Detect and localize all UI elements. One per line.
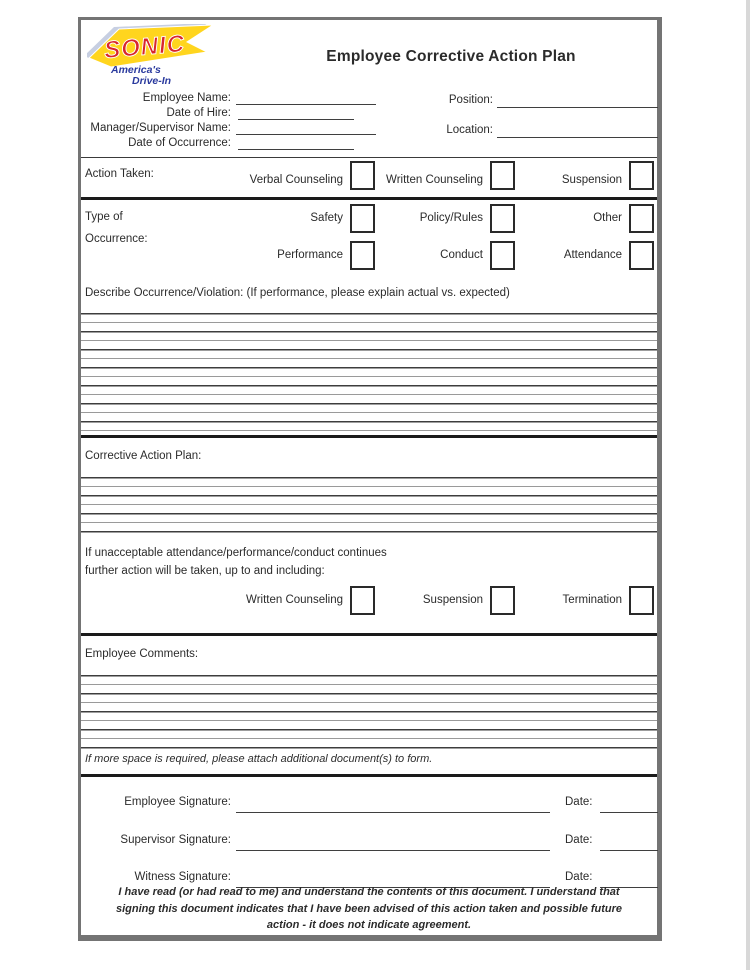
employee-signature-date-line[interactable]: [600, 812, 658, 813]
employee-signature-line[interactable]: [236, 812, 550, 813]
more-space-note: If more space is required, please attach additional document(s) to form.: [85, 753, 433, 765]
corrective-action-plan-label: Corrective Action Plan:: [85, 450, 202, 462]
date-of-hire-label: Date of Hire:: [166, 107, 231, 119]
supervisor-signature-line[interactable]: [236, 850, 550, 851]
occurrence-label-line2: Occurrence:: [85, 233, 148, 245]
employee-name-label: Employee Name:: [142, 92, 231, 104]
supervisor-signature-date-line[interactable]: [600, 850, 658, 851]
witness-signature-label: Witness Signature:: [134, 871, 231, 883]
describe-occurrence-label: Describe Occurrence/Violation: (If performance, please explain actual vs. expected): [85, 287, 510, 299]
escalation-text-line1: If unacceptable attendance/performance/conduct continues: [85, 547, 387, 559]
date-of-occurrence-label: Date of Occurrence:: [128, 137, 231, 149]
escalation-termination-checkbox[interactable]: [629, 586, 654, 615]
conduct-label: Conduct: [440, 249, 483, 261]
form-page: [78, 17, 662, 941]
performance-label: Performance: [277, 249, 343, 261]
attendance-checkbox[interactable]: [629, 241, 654, 270]
attendance-label: Attendance: [563, 249, 622, 261]
suspension-label: Suspension: [561, 174, 622, 186]
divider: [81, 157, 657, 158]
section-divider: [81, 197, 657, 200]
position-line[interactable]: [497, 107, 658, 108]
section-divider: [81, 633, 657, 636]
section-divider: [81, 435, 657, 438]
date-of-occurrence-line[interactable]: [238, 149, 354, 150]
corrective-action-plan-writing-lines[interactable]: [81, 477, 657, 533]
escalation-written-counseling-label: Written Counseling: [246, 594, 343, 606]
employee-name-line[interactable]: [236, 104, 376, 105]
location-line[interactable]: [497, 137, 658, 138]
manager-name-line[interactable]: [236, 134, 376, 135]
page-title: Employee Corrective Action Plan: [326, 48, 576, 65]
employee-signature-date-label: Date:: [565, 796, 593, 808]
employee-signature-label: Employee Signature:: [124, 796, 231, 808]
viewer-edge: [746, 0, 750, 970]
logo-brand-text: SONIC: [103, 30, 187, 65]
supervisor-signature-date-label: Date:: [565, 834, 593, 846]
section-divider: [81, 774, 657, 777]
escalation-text-line2: further action will be taken, up to and including:: [85, 565, 325, 577]
safety-label: Safety: [310, 212, 343, 224]
escalation-suspension-label: Suspension: [422, 594, 483, 606]
policy-rules-label: Policy/Rules: [419, 212, 483, 224]
logo-tagline-2: Drive-In: [132, 75, 172, 87]
location-label: Location:: [446, 124, 493, 136]
acknowledgement-text: I have read (or had read to me) and understand the contents of this document. I understand that signing this document indicates that I have been advised of this action taken and possible future action - it does not indicate agreement.: [115, 886, 623, 931]
date-of-hire-line[interactable]: [238, 119, 354, 120]
logo-tagline-1: America's: [111, 64, 161, 76]
supervisor-signature-label: Supervisor Signature:: [120, 834, 231, 846]
witness-signature-date-label: Date:: [565, 871, 593, 883]
suspension-checkbox[interactable]: [629, 161, 654, 190]
other-checkbox[interactable]: [629, 204, 654, 233]
escalation-termination-label: Termination: [562, 594, 622, 606]
manager-name-label: Manager/Supervisor Name:: [90, 122, 231, 134]
position-label: Position:: [448, 94, 493, 106]
describe-occurrence-writing-lines[interactable]: [81, 313, 657, 435]
verbal-counseling-label: Verbal Counseling: [249, 174, 343, 186]
occurrence-label-line1: Type of: [85, 211, 123, 223]
employee-comments-label: Employee Comments:: [85, 648, 199, 660]
written-counseling-label: Written Counseling: [386, 174, 483, 186]
employee-comments-writing-lines[interactable]: [81, 675, 657, 749]
action-taken-label: Action Taken:: [85, 168, 154, 180]
sonic-logo: [87, 24, 219, 88]
other-label: Other: [593, 212, 622, 224]
